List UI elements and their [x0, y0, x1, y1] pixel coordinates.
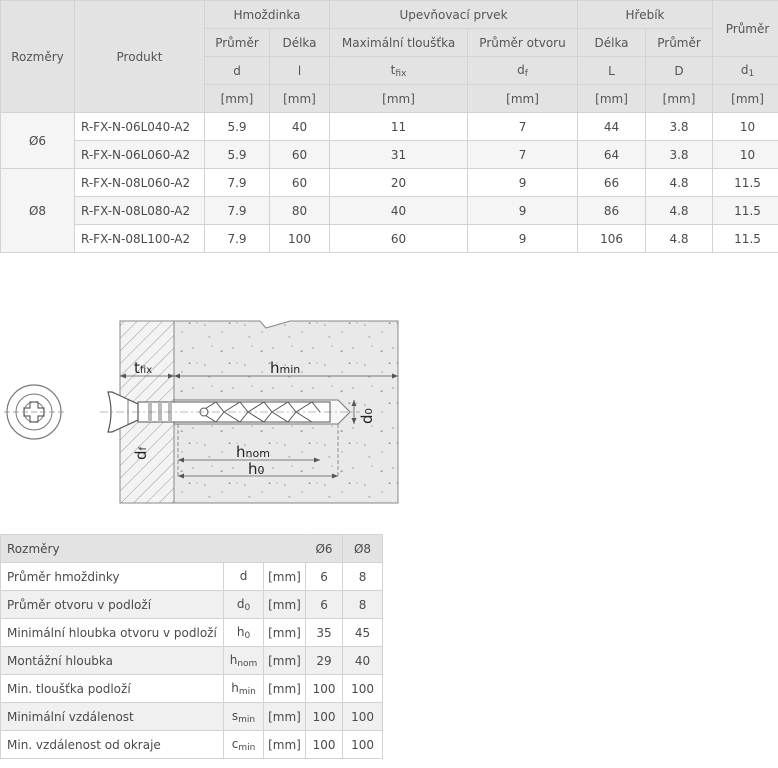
- product-code: R-FX-N-06L040-A2: [75, 113, 205, 141]
- label-df: df: [132, 446, 150, 460]
- param-symbol: d: [224, 563, 264, 591]
- cell-d: 7.9: [205, 169, 270, 197]
- value-d6: 100: [306, 703, 343, 731]
- cell-df: 9: [468, 225, 578, 253]
- param-label: Minimální vzdálenost: [1, 703, 224, 731]
- header-d6: Ø6: [306, 535, 343, 563]
- cell-l: 100: [270, 225, 330, 253]
- cell-d: 7.9: [205, 225, 270, 253]
- group-header-hmozdinka: Hmoždinka: [205, 1, 330, 29]
- cell-l: 60: [270, 141, 330, 169]
- cell-d1: 11.5: [713, 225, 778, 253]
- param-unit: [mm]: [264, 675, 306, 703]
- value-d6: 6: [306, 591, 343, 619]
- col-header-prumer: Průměr: [713, 1, 778, 57]
- cell-tfix: 40: [330, 197, 468, 225]
- cell-df: 9: [468, 197, 578, 225]
- unit-cell: [mm]: [468, 85, 578, 113]
- param-unit: [mm]: [264, 591, 306, 619]
- sub-header-max-tloustka: Maximální tloušťka: [330, 29, 468, 57]
- param-symbol: $c_{min}$: [224, 731, 264, 759]
- param-label: Min. vzdálenost od okraje: [1, 731, 224, 759]
- symbol-L: L: [578, 57, 646, 85]
- unit-cell: [mm]: [713, 85, 778, 113]
- dimensions-header: Rozměry: [1, 535, 306, 563]
- sub-header-delka-hrebik: Délka: [578, 29, 646, 57]
- cell-L: 44: [578, 113, 646, 141]
- cell-l: 60: [270, 169, 330, 197]
- value-d8: 40: [343, 647, 383, 675]
- symbol-d: d: [205, 57, 270, 85]
- group-header-hrebik: Hřebík: [578, 1, 713, 29]
- symbol-D: D: [646, 57, 713, 85]
- param-symbol: $h_{nom}$: [224, 647, 264, 675]
- symbol-tfix: $t_{fix}$: [330, 57, 468, 85]
- value-d6: 100: [306, 675, 343, 703]
- value-d6: 29: [306, 647, 343, 675]
- param-label: Průměr otvoru v podloží: [1, 591, 224, 619]
- param-symbol: $s_{min}$: [224, 703, 264, 731]
- col-header-rozmery: Rozměry: [1, 1, 75, 113]
- cell-df: 9: [468, 169, 578, 197]
- cell-D: 4.8: [646, 225, 713, 253]
- label-hmin: hmin: [270, 359, 301, 377]
- header-d8: Ø8: [343, 535, 383, 563]
- value-d8: 100: [343, 675, 383, 703]
- param-symbol: $h_0$: [224, 619, 264, 647]
- table-row: [1, 619, 383, 647]
- table-row: [1, 675, 383, 703]
- table-row: [1, 141, 778, 169]
- cell-tfix: 20: [330, 169, 468, 197]
- unit-cell: [mm]: [646, 85, 713, 113]
- cell-d1: 10: [713, 113, 778, 141]
- col-header-produkt: Produkt: [75, 1, 205, 113]
- cell-df: 7: [468, 113, 578, 141]
- unit-cell: [mm]: [330, 85, 468, 113]
- group-header-upevnovaci: Upevňovací prvek: [330, 1, 578, 29]
- table-row: [1, 647, 383, 675]
- symbol-l: l: [270, 57, 330, 85]
- label-hnom: hnom: [236, 443, 270, 461]
- param-unit: [mm]: [264, 731, 306, 759]
- value-d8: 8: [343, 563, 383, 591]
- table-row: [1, 703, 383, 731]
- param-unit: [mm]: [264, 563, 306, 591]
- param-symbol: $d_0$: [224, 591, 264, 619]
- screw-head-view: [4, 385, 64, 439]
- product-code: R-FX-N-08L060-A2: [75, 169, 205, 197]
- cell-l: 80: [270, 197, 330, 225]
- sub-header-delka: Délka: [270, 29, 330, 57]
- value-d8: 100: [343, 703, 383, 731]
- cell-D: 4.8: [646, 197, 713, 225]
- unit-cell: [mm]: [578, 85, 646, 113]
- param-unit: [mm]: [264, 619, 306, 647]
- value-d8: 100: [343, 731, 383, 759]
- size-group-cell: Ø8: [1, 169, 75, 253]
- sub-header-prumer-otvoru: Průměr otvoru: [468, 29, 578, 57]
- value-d6: 35: [306, 619, 343, 647]
- product-code: R-FX-N-08L100-A2: [75, 225, 205, 253]
- cell-D: 3.8: [646, 113, 713, 141]
- table-row: [1, 731, 383, 759]
- cell-l: 40: [270, 113, 330, 141]
- param-label: Montážní hloubka: [1, 647, 224, 675]
- dimensions-table: [0, 534, 383, 759]
- param-label: Průměr hmoždinky: [1, 563, 224, 591]
- table-row: [1, 225, 778, 253]
- label-d0: d0: [358, 408, 376, 424]
- cell-L: 64: [578, 141, 646, 169]
- symbol-d1: $d_1$: [713, 57, 778, 85]
- sub-header-prumer-hrebik: Průměr: [646, 29, 713, 57]
- cell-L: 86: [578, 197, 646, 225]
- table-row: [1, 197, 778, 225]
- param-label: Min. tloušťka podloží: [1, 675, 224, 703]
- param-unit: [mm]: [264, 703, 306, 731]
- table-row: [1, 169, 778, 197]
- table-row: [1, 113, 778, 141]
- size-group-cell: Ø6: [1, 113, 75, 169]
- unit-cell: [mm]: [205, 85, 270, 113]
- value-d6: 6: [306, 563, 343, 591]
- value-d6: 100: [306, 731, 343, 759]
- cell-tfix: 60: [330, 225, 468, 253]
- installation-diagram: [0, 318, 410, 508]
- product-code: R-FX-N-08L080-A2: [75, 197, 205, 225]
- cell-d: 7.9: [205, 197, 270, 225]
- cell-d1: 11.5: [713, 197, 778, 225]
- value-d8: 8: [343, 591, 383, 619]
- label-h0: h0: [248, 460, 265, 478]
- sub-header-prumer: Průměr: [205, 29, 270, 57]
- cell-tfix: 31: [330, 141, 468, 169]
- param-symbol: $h_{min}$: [224, 675, 264, 703]
- cell-D: 4.8: [646, 169, 713, 197]
- product-code: R-FX-N-06L060-A2: [75, 141, 205, 169]
- symbol-df: $d_f$: [468, 57, 578, 85]
- cell-d: 5.9: [205, 113, 270, 141]
- label-tfix: tfix: [134, 359, 153, 377]
- value-d8: 45: [343, 619, 383, 647]
- cell-tfix: 11: [330, 113, 468, 141]
- cell-d1: 10: [713, 141, 778, 169]
- param-unit: [mm]: [264, 647, 306, 675]
- cell-df: 7: [468, 141, 578, 169]
- cell-d: 5.9: [205, 141, 270, 169]
- cell-d1: 11.5: [713, 169, 778, 197]
- cell-L: 106: [578, 225, 646, 253]
- cell-L: 66: [578, 169, 646, 197]
- table-row: [1, 591, 383, 619]
- unit-cell: [mm]: [270, 85, 330, 113]
- table-row: [1, 563, 383, 591]
- param-label: Minimální hloubka otvoru v podloží: [1, 619, 224, 647]
- product-table: [0, 0, 778, 253]
- cell-D: 3.8: [646, 141, 713, 169]
